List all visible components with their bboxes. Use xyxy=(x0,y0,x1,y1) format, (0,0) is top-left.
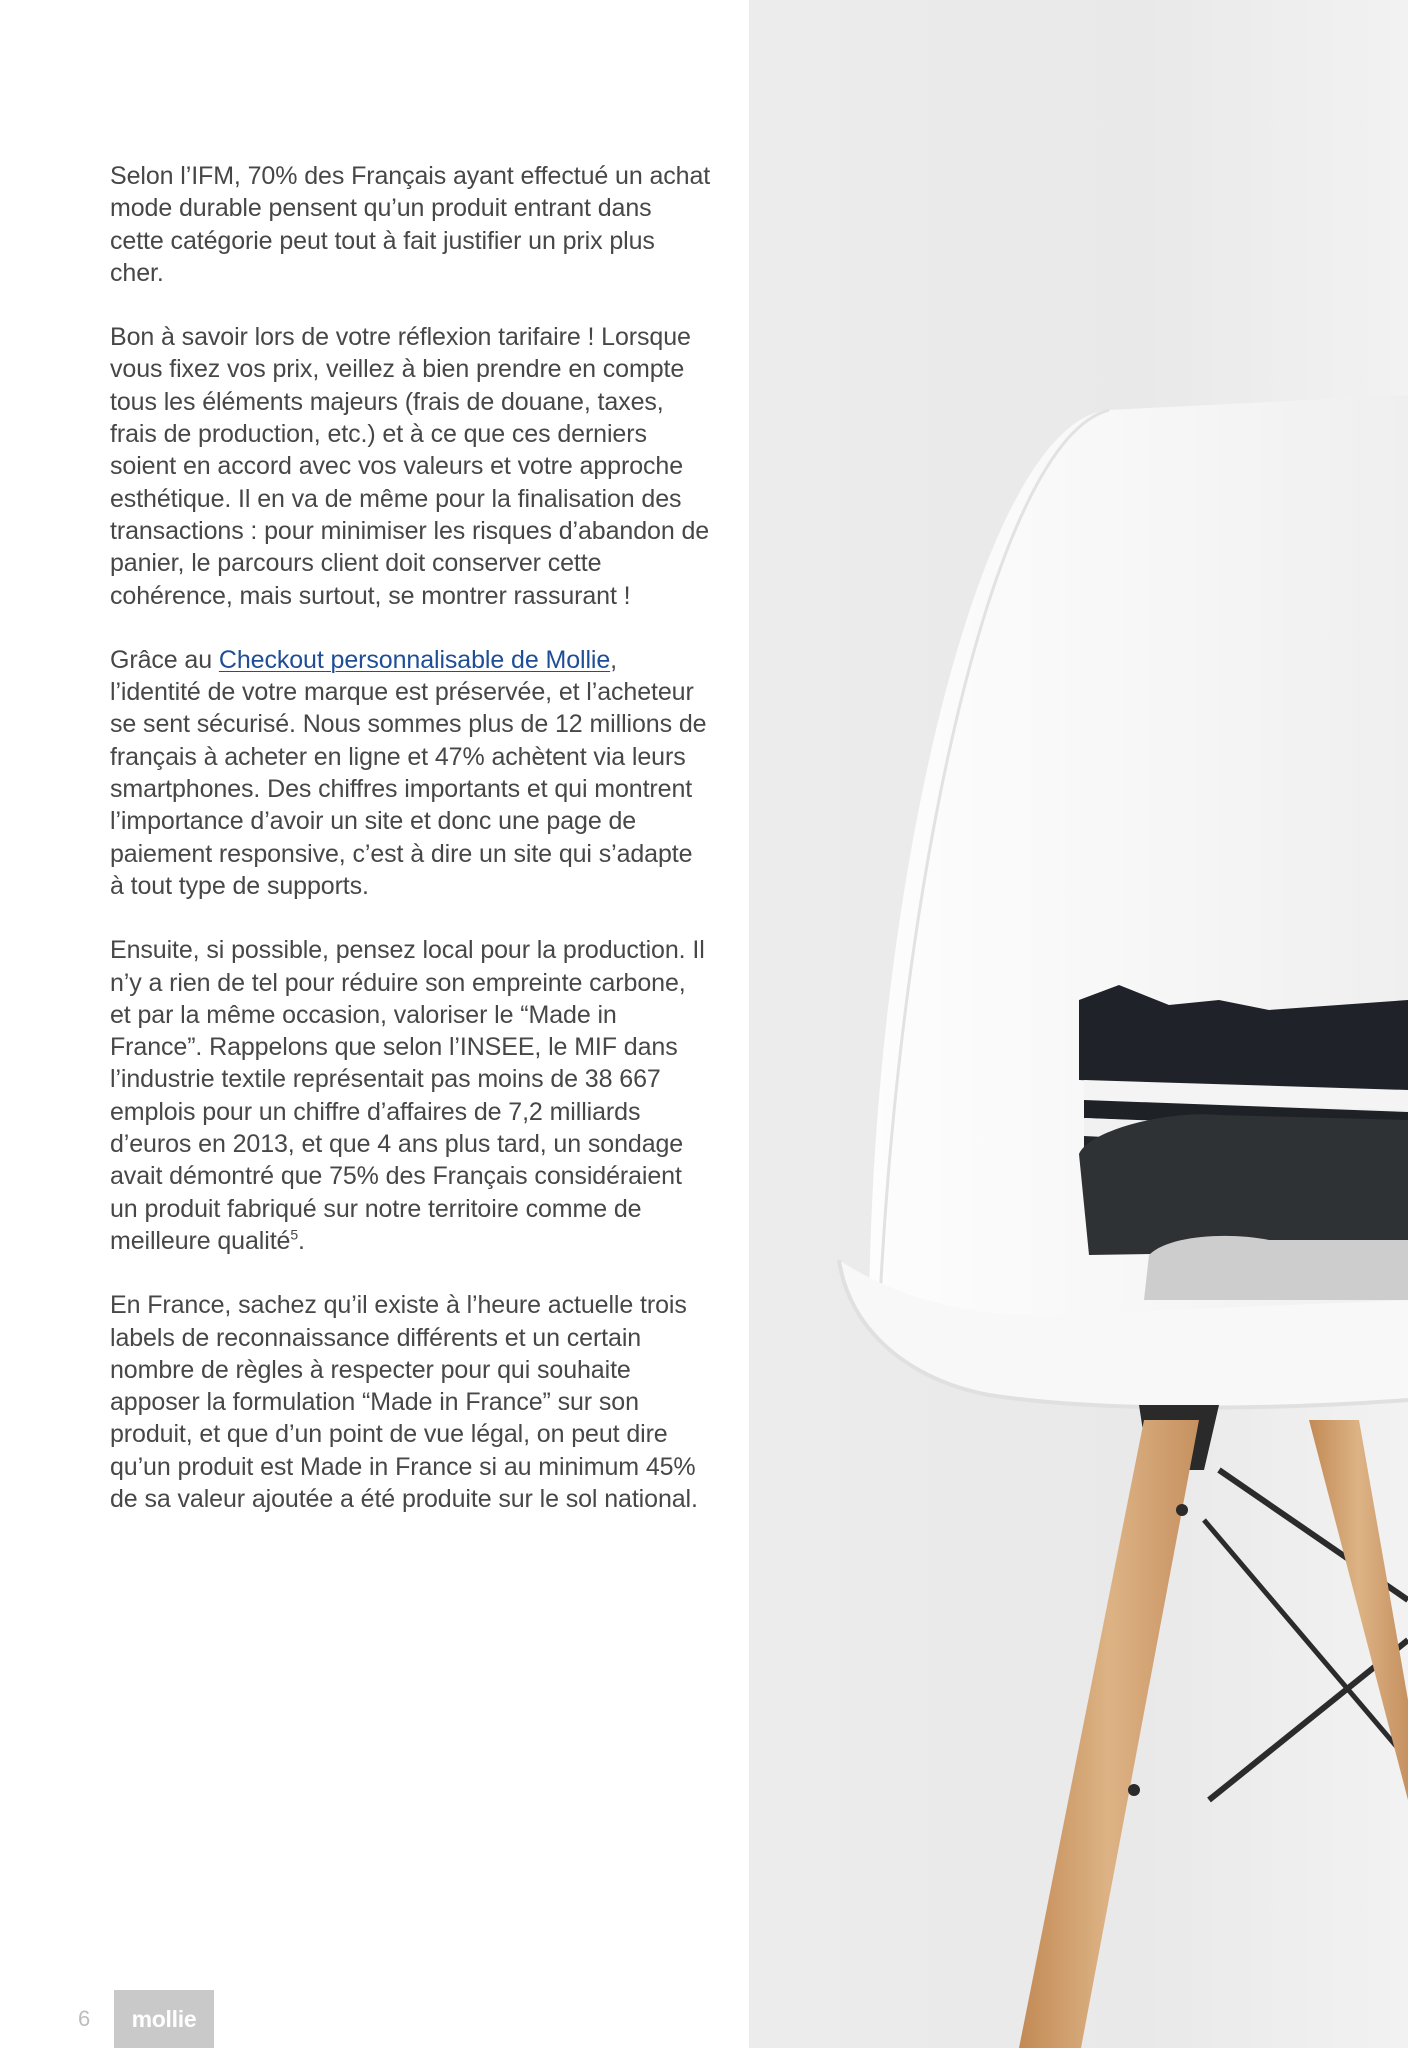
paragraph-text: Selon l’IFM, 70% des Français ayant effectué un achat mode durable pensent qu’un produit entrant dans cette catégorie peut tout à fait justifier un prix plus cher. xyxy=(110,162,711,287)
paragraph-text: En France, sachez qu’il existe à l’heure actuelle trois labels de reconnaissance différents et un certain nombre de règles à respecter pour qui souhaite apposer la formulation “Made in France” sur son produit, et que d’un point de vue légal, on peut dire qu’un produit est Made in France si au minimum 45% de sa valeur ajoutée a été produite sur le sol national. xyxy=(110,1291,698,1513)
mollie-logo: mollie xyxy=(131,2005,197,2032)
paragraph-text: Bon à savoir lors de votre réflexion tarifaire ! Lorsque vous fixez vos prix, veillez à bien prendre en compte tous les éléments majeurs (frais de douane, taxes, frais de production, etc.) et à ce que ces derniers soient en accord avec vos valeurs et votre approche esthétique. Il en va de même pour la finalisation des transactions : pour minimiser les risques d’abandon de panier, le parcours client doit conserver cette cohérence, mais surtout, se montrer rassurant ! xyxy=(110,323,710,610)
footnote-marker: 5 xyxy=(290,1226,299,1243)
chair-photo-illustration xyxy=(749,0,1408,2048)
paragraph-local-production xyxy=(110,934,712,1257)
paragraph-text: Ensuite, si possible, pensez local pour la production. Il n’y a rien de tel pour réduire son empreinte carbone, et par la même occasion, valoriser le “Made in France”. Rappelons que selon l’INSEE, le MIF dans l’industrie textile représentait pas moins de 38 667 emplois pour un chiffre d’affaires de 7,2 milliards d’euros en 2013, et que 4 ans plus tard, un sondage avait démontré que 75% des Français considéraient un produit fabriqué sur notre territoire comme de meilleure qualité xyxy=(110,936,705,1255)
paragraph-text: . xyxy=(298,1226,305,1255)
paragraph-text: Grâce au xyxy=(110,645,219,674)
chair-photo xyxy=(749,0,1408,2048)
article-body xyxy=(110,160,712,1547)
paragraph-pricing xyxy=(110,321,712,612)
page-number: 6 xyxy=(78,2006,91,2031)
paragraph-ifm xyxy=(110,160,712,289)
checkout-link[interactable]: Checkout personnalisable de Mollie xyxy=(218,645,611,674)
paragraph-text: , l’identité de votre marque est préservée, et l’acheteur se sent sécurisé. Nous sommes plus de 12 millions de français à acheter en ligne et 47% achètent via leurs smartphones. Des chiffres importants et qui montrent l’importance d’avoir un site et donc une page de paiement responsive, c’est à dire un site qui s’adapte à tout type de supports. xyxy=(110,645,707,900)
paragraph-made-in-france xyxy=(110,1289,712,1515)
brand-badge xyxy=(114,1990,214,2048)
paragraph-checkout xyxy=(110,644,712,902)
